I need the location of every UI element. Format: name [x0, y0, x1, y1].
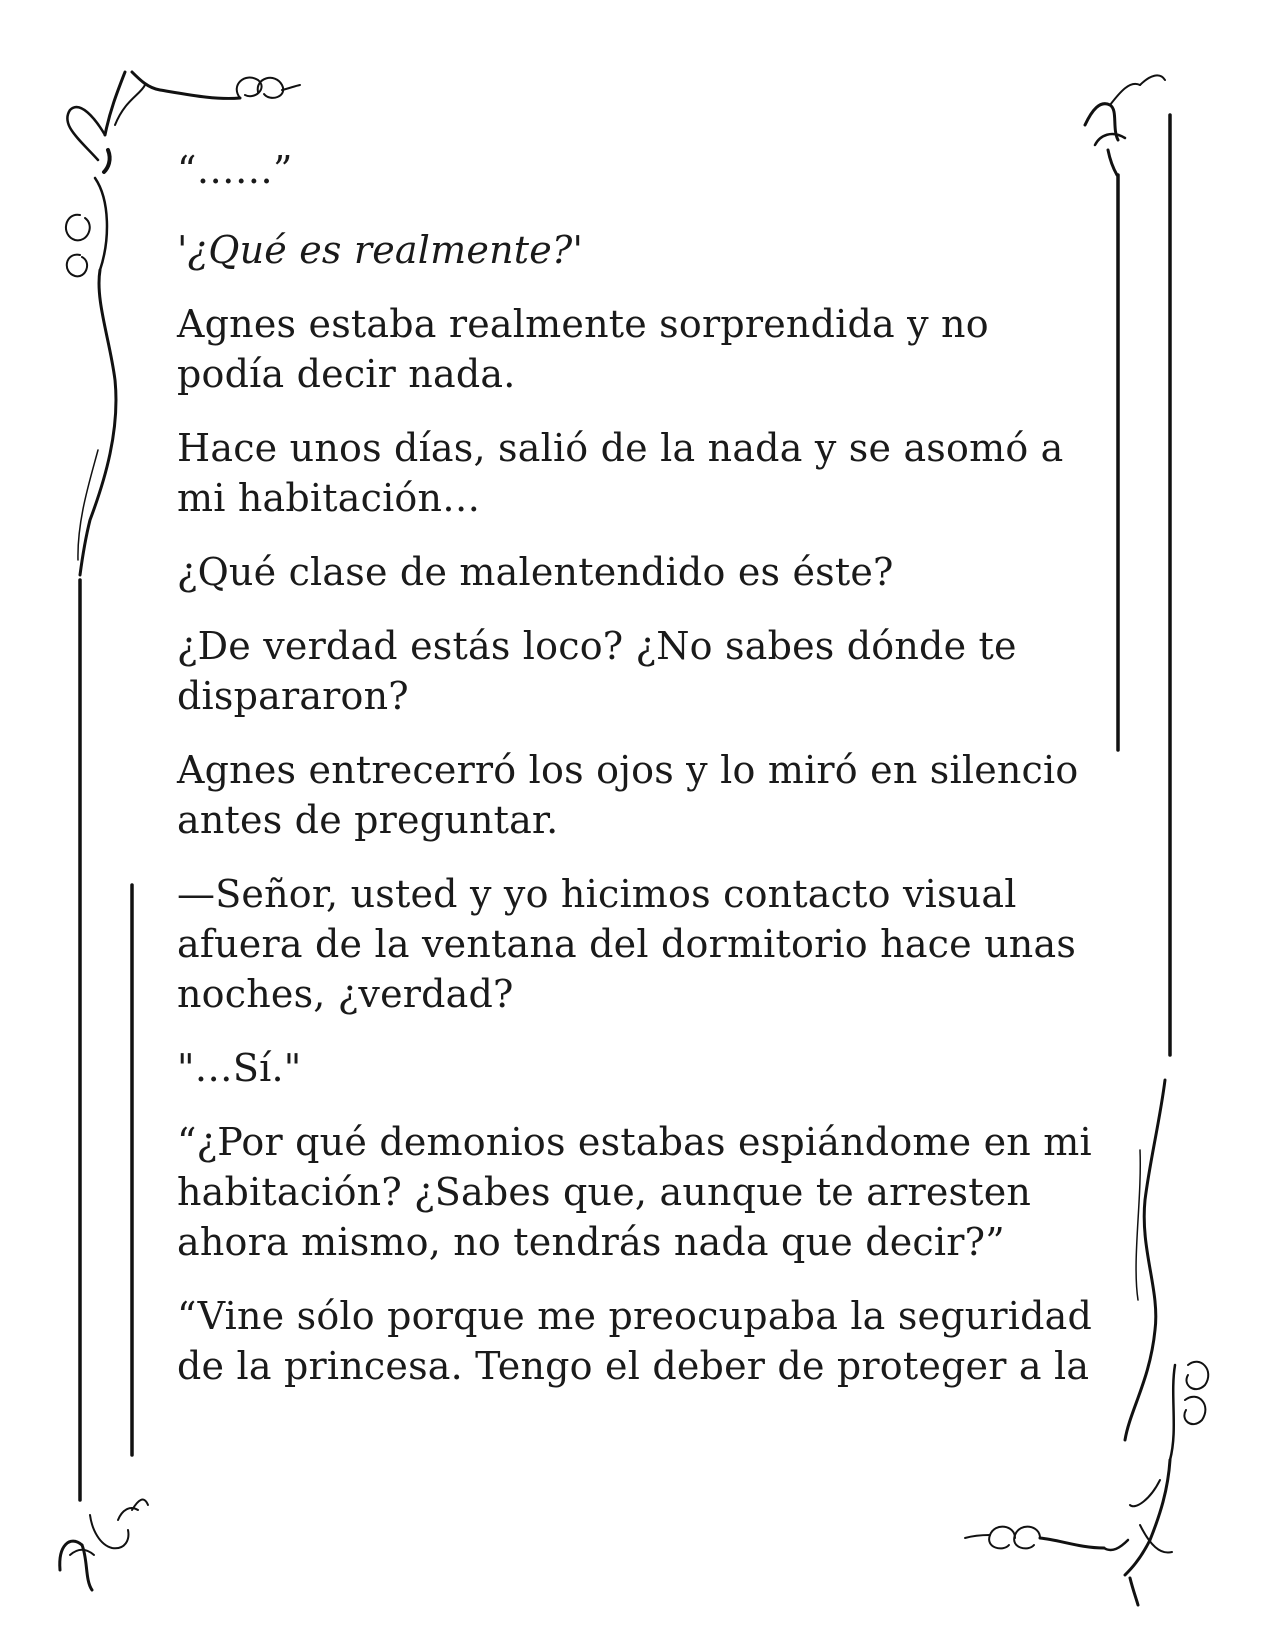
bottom-left-flourish	[60, 1500, 148, 1590]
paragraph: Agnes entrecerró los ojos y lo miró en silencio antes de preguntar.	[177, 748, 1079, 842]
document-body	[177, 145, 1107, 1415]
paragraph: ¿Qué clase de malentendido es éste?	[177, 550, 894, 594]
paragraph-dialogue: “Vine sólo porque me preocupaba la seguridad de la princesa. Tengo el deber de proteger a la	[177, 1294, 1093, 1388]
paragraph-dialogue: “¿Por qué demonios estabas espiándome en mi habitación? ¿Sabes que, aunque te arresten ahora mismo, no tendrás nada que decir?”	[177, 1120, 1092, 1264]
paragraph-ellipsis-quote: “……”	[177, 148, 293, 192]
paragraph-inner-thought: '¿Qué es realmente?'	[177, 228, 584, 272]
paragraph: ¿De verdad estás loco? ¿No sabes dónde te dispararon?	[177, 624, 1017, 718]
paragraph: Agnes estaba realmente sorprendida y no podía decir nada.	[177, 302, 989, 396]
paragraph-dialogue: "…Sí."	[177, 1046, 302, 1090]
paragraph-dialogue: —Señor, usted y yo hicimos contacto visual afuera de la ventana del dormitorio hace unas noches, ¿verdad?	[177, 872, 1077, 1016]
paragraph: Hace unos días, salió de la nada y se asomó a mi habitación…	[177, 426, 1064, 520]
